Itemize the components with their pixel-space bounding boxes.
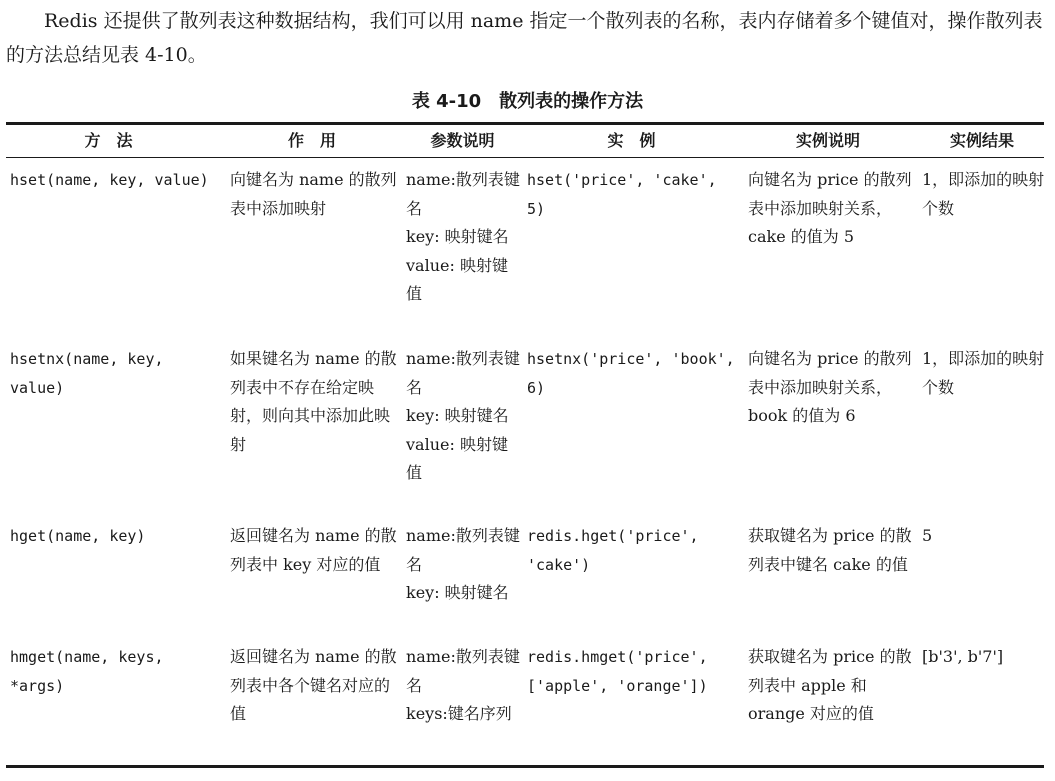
cell-params: name:散列表键名 key: 映射键名: [406, 526, 520, 602]
cell-result: 5: [922, 526, 933, 545]
header-result: 实例结果: [949, 131, 1014, 150]
cell-result: 1，即添加的映射个数: [922, 170, 1045, 218]
cell-example: hsetnx('price', 'book', 6): [527, 350, 735, 397]
cell-purpose: 返回键名为 name 的散列表中各个键名对应的值: [230, 647, 397, 723]
cell-purpose: 返回键名为 name 的散列表中 key 对应的值: [230, 526, 397, 574]
table-bottom-rule: [6, 765, 1044, 768]
cell-description: 获取键名为 price 的散列表中 apple 和 orange 对应的值: [748, 647, 912, 723]
cell-description: 获取键名为 price 的散列表中键名 cake 的值: [748, 526, 912, 574]
header-method: 方 法: [84, 131, 133, 150]
table-top-rule: [6, 122, 1044, 125]
cell-method: hsetnx(name, key, value): [10, 350, 164, 397]
header-params: 参数说明: [430, 131, 495, 150]
cell-description: 向键名为 price 的散列表中添加映射关系，book 的值为 6: [748, 349, 912, 425]
intro-paragraph: Redis 还提供了散列表这种数据结构，我们可以用 name 指定一个散列表的名称，表内存储着多个键值对，操作散列表的方法总结见表 4-10。: [6, 10, 1043, 66]
cell-example: hset('price', 'cake', 5): [527, 171, 717, 218]
cell-description: 向键名为 price 的散列表中添加映射关系，cake 的值为 5: [748, 170, 912, 246]
header-description: 实例说明: [795, 131, 860, 150]
cell-params: name:散列表键名 key: 映射键名 value: 映射键值: [406, 349, 520, 482]
cell-purpose: 如果键名为 name 的散列表中不存在给定映射，则向其中添加此映射: [230, 349, 397, 454]
cell-purpose: 向键名为 name 的散列表中添加映射: [230, 170, 397, 218]
cell-example: redis.hget('price', 'cake'): [527, 527, 699, 574]
cell-method: hget(name, key): [10, 527, 146, 545]
header-example: 实 例: [607, 131, 656, 150]
table-caption: 表 4-10 散列表的操作方法: [411, 91, 644, 112]
cell-method: hset(name, key, value): [10, 171, 209, 189]
cell-result: 1，即添加的映射个数: [922, 349, 1045, 397]
cell-result: [b'3', b'7']: [922, 647, 1004, 666]
table-header-rule: [6, 157, 1044, 158]
cell-example: redis.hmget('price', ['apple', 'orange']): [527, 648, 708, 695]
cell-params: name:散列表键名 key: 映射键名 value: 映射键值: [406, 170, 520, 303]
cell-method: hmget(name, keys, *args): [10, 648, 164, 695]
header-purpose: 作 用: [287, 131, 336, 150]
cell-params: name:散列表键名 keys:键名序列: [406, 647, 520, 723]
